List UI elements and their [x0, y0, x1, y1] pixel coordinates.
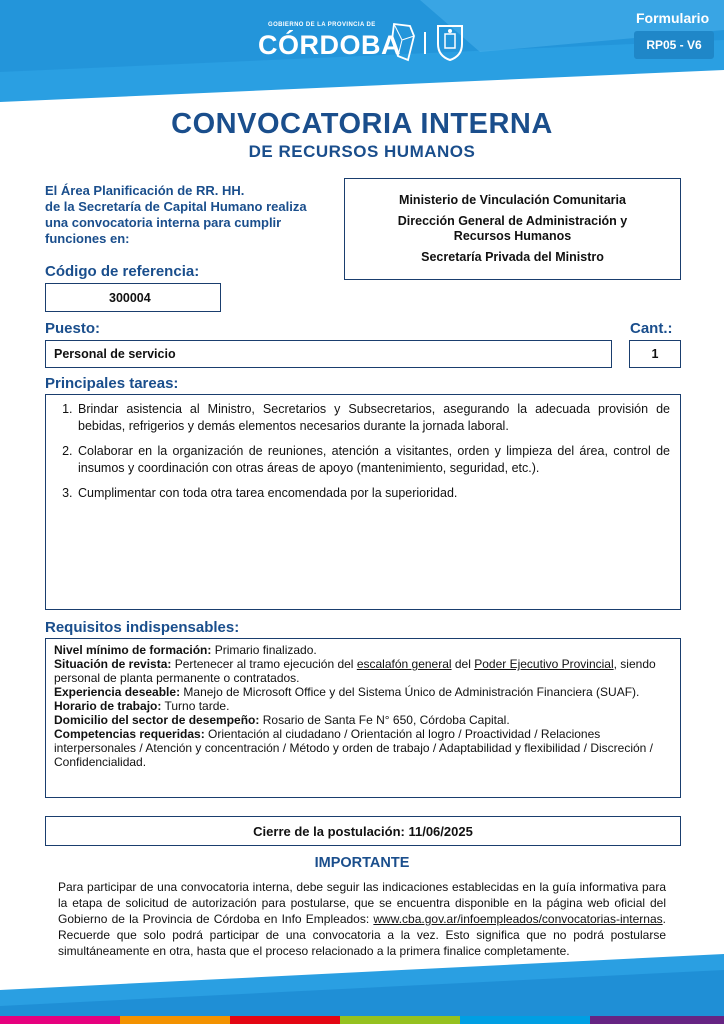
intro-line: de la Secretaría de Capital Humano realiza [45, 199, 307, 214]
req-situacion-text: del [451, 657, 475, 671]
important-text-pre: Para participar de una convocatoria interna, debe seguir las indicaciones establecidas en la guía informativa para la etapa de solicitud de autorización para postularse, que se encuentra disponible en la página web oficial del Gobierno de la Provincia de Córdoba en Info Empleados: [58, 880, 666, 926]
task-item: 3. Cumplimentar con toda otra tarea encomendada por la superioridad. [76, 485, 670, 502]
cant-value-box [629, 340, 681, 368]
req-horario-value: Turno tarde. [161, 699, 230, 713]
reference-code-value [45, 283, 221, 312]
province-shield-icon [434, 22, 466, 62]
req-domicilio-label: Domicilio del sector de desempeño: [54, 713, 260, 727]
logo-subtitle: GOBIERNO DE LA PROVINCIA DE [268, 22, 376, 28]
reference-code-label: Código de referencia: [45, 263, 200, 280]
puesto-value-box [45, 340, 612, 368]
cordoba-map-icon [390, 22, 416, 62]
intro-line: una convocatoria interna para cumplir [45, 215, 282, 230]
ministry-box [344, 178, 681, 280]
page-subtitle: DE RECURSOS HUMANOS [248, 142, 476, 161]
form-code-badge: RP05 - V6 [634, 31, 714, 59]
req-horario [54, 699, 672, 713]
requirements-box [45, 638, 681, 798]
task-item: 2. Colaborar en la organización de reuniones, atención a visitantes, orden y limpieza del área, control de insumos y coordinación con otras áreas de apoyo (mantenimiento, seguridad, etc.). [76, 443, 670, 477]
req-situacion-label: Situación de revista: [54, 657, 172, 671]
requirements-label: Requisitos indispensables: [45, 619, 240, 636]
req-experiencia-value: Manejo de Microsoft Office y del Sistema Único de Administración Financiera (SUAF). [180, 685, 640, 699]
req-domicilio [54, 713, 672, 727]
ministry-name: Ministerio de Vinculación Comunitaria [399, 193, 626, 207]
cant-value: 1 [651, 347, 659, 361]
poder-ejecutivo-link[interactable]: Poder Ejecutivo Provincial [474, 657, 614, 671]
direction-name: Dirección General de Administración y Recursos Humanos [397, 214, 628, 243]
intro-text [45, 183, 335, 247]
req-nivel-label: Nivel mínimo de formación: [54, 643, 212, 657]
cant-label: Cant.: [630, 320, 673, 337]
cordoba-logo-text: CÓRDOBA [258, 30, 401, 60]
deadline-text: Cierre de la postulación: 11/06/2025 [253, 823, 473, 839]
intro-line: funciones en: [45, 231, 130, 246]
req-experiencia [54, 685, 672, 699]
page-title: CONVOCATORIA INTERNA [171, 108, 553, 140]
req-nivel [54, 643, 672, 657]
req-domicilio-value: Rosario de Santa Fe N° 650, Córdoba Capital. [259, 713, 510, 727]
req-competencias [54, 727, 672, 769]
req-situacion-text: , siendo personal de planta permanente o contratados. [54, 657, 656, 685]
info-empleados-link[interactable]: www.cba.gov.ar/infoempleados/convocatorias-internas [373, 912, 663, 926]
req-nivel-value: Primario finalizado. [211, 643, 317, 657]
important-title: IMPORTANTE [314, 855, 410, 871]
req-horario-label: Horario de trabajo: [54, 699, 162, 713]
form-label: Formulario [636, 10, 710, 26]
escalafon-link[interactable]: escalafón general [356, 657, 452, 671]
puesto-label: Puesto: [45, 320, 101, 337]
logo-divider [424, 32, 426, 54]
secretariat-name: Secretaría Privada del Ministro [421, 250, 604, 264]
req-competencias-label: Competencias requeridas: [54, 727, 205, 741]
task-item: 1. Brindar asistencia al Ministro, Secretarios y Subsecretarios, asegurando la adecuada provisión de bebidas, refrigerios y demás elementos necesarios durante la jornada laboral. [76, 401, 670, 435]
req-experiencia-label: Experiencia deseable: [54, 685, 181, 699]
tasks-box [45, 394, 681, 610]
req-situacion-text: Pertenecer al tramo ejecución del [171, 657, 357, 671]
req-competencias-value: Orientación al ciudadano / Orientación al logro / Proactividad / Relaciones interpersonales / Atención y concentración / Método y orden de trabajo / Adaptabilidad y flexibilidad / Discreción / Confidencialidad. [54, 727, 654, 769]
tasks-label: Principales tareas: [45, 375, 179, 392]
puesto-value: Personal de servicio [54, 347, 176, 361]
intro-line: El Área Planificación de RR. HH. [45, 183, 245, 198]
tasks-list [56, 401, 670, 502]
deadline-box [45, 816, 681, 846]
req-situacion [54, 657, 672, 685]
important-text [58, 879, 666, 959]
important-text-post: . Recuerde que solo podrá participar de una convocatoria a la vez. Esto significa que no podrá postularse simultáneamente en otra, hasta que el proceso relacionado a la primera finalice completamente. [58, 912, 666, 958]
footer-banner [0, 950, 724, 1024]
reference-code-text: 300004 [109, 290, 151, 305]
